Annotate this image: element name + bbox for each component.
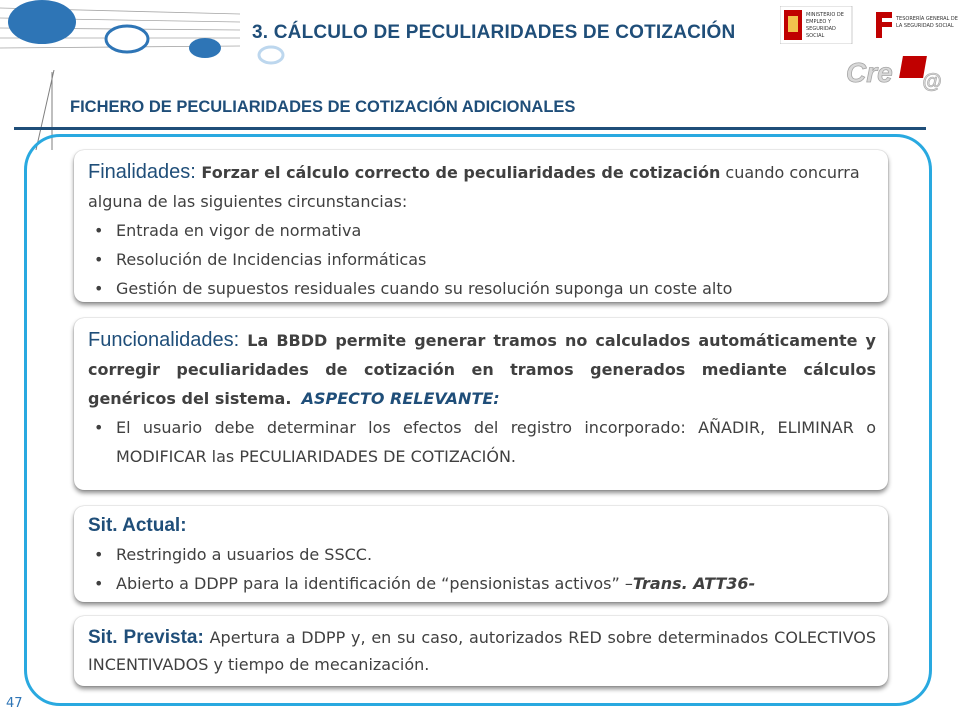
- finalidades-paragraph: Finalidades: Forzar el cálculo correcto de peculiaridades de cotización cuando concurra alguna de las siguientes circunstancias:: [88, 161, 860, 211]
- ministerio-text: MINISTERIO DE EMPLEO Y SEGURIDAD SOCIAL: [806, 12, 844, 39]
- header-decoration: [0, 0, 260, 60]
- small-circle-decoration: [256, 44, 286, 66]
- svg-text:@: @: [922, 71, 942, 93]
- list-item: • Entrada en vigor de normativa: [88, 216, 876, 245]
- sit-prevista-label: Sit. Prevista:: [88, 627, 204, 648]
- finalidades-rest: cuando concurra alguna de las siguientes circunstancias:: [88, 163, 860, 211]
- funcionalidades-paragraph: Funcionalidades: La BBDD permite generar tramos no calculados automáticamente y corregir peculiaridades de cotización en tramos generados mediante cálculos genéricos del sistema. ASPECTO RELEVANTE:: [88, 329, 876, 408]
- finalidades-box: [74, 150, 888, 302]
- sit-actual-box: [74, 506, 888, 602]
- finalidades-list: [88, 216, 876, 303]
- aspecto-relevante: ASPECTO RELEVANTE:: [301, 389, 500, 408]
- funcionalidades-list: [88, 413, 876, 471]
- funcionalidades-strong: La BBDD permite generar tramos no calculados automáticamente y corregir peculiaridades de cotización en tramos generados mediante cálculos genéricos del sistema.: [88, 331, 876, 408]
- list-item: • Abierto a DDPP para la identificación de “pensionistas activos” –Trans. ATT36-: [88, 569, 876, 598]
- finalidades-strong: Forzar el cálculo correcto de peculiaridades de cotización: [201, 163, 721, 182]
- sit-prevista-box: [74, 616, 888, 686]
- list-item: • El usuario debe determinar los efectos del registro incorporado: AÑADIR, ELIMINAR o MODIFICAR las PECULIARIDADES DE COTIZACIÓN.: [88, 413, 876, 471]
- trans-att36: Trans. ATT36-: [632, 574, 756, 593]
- list-item: • Restringido a usuarios de SSCC.: [88, 540, 876, 569]
- page-number: 47: [6, 696, 23, 711]
- funcionalidades-label: Funcionalidades: [88, 329, 234, 351]
- funcionalidades-box: [74, 318, 888, 490]
- list-item: • Gestión de supuestos residuales cuando su resolución suponga un coste alto: [88, 274, 876, 303]
- svg-text:Cre: Cre: [846, 57, 893, 88]
- sit-actual-list: [88, 540, 876, 598]
- sit-prevista-paragraph: [88, 624, 876, 678]
- crea-logo: [840, 50, 955, 96]
- page-title: 3. CÁLCULO DE PECULIARIDADES DE COTIZACIÓN: [252, 22, 736, 43]
- list-item: • Resolución de Incidencias informáticas: [88, 245, 876, 274]
- header-divider: [14, 127, 926, 130]
- finalidades-label: Finalidades: [88, 161, 191, 183]
- section-subtitle: FICHERO DE PECULIARIDADES DE COTIZACIÓN ADICIONALES: [70, 98, 576, 116]
- tesoreria-text: TESORERÍA GENERAL DE LA SEGURIDAD SOCIAL: [896, 16, 958, 29]
- sit-actual-label: Sit. Actual:: [88, 515, 187, 536]
- sit-prevista-text: Apertura a DDPP y, en su caso, autorizados RED sobre determinados COLECTIVOS INCENTIVADOS y tiempo de mecanización.: [88, 628, 877, 674]
